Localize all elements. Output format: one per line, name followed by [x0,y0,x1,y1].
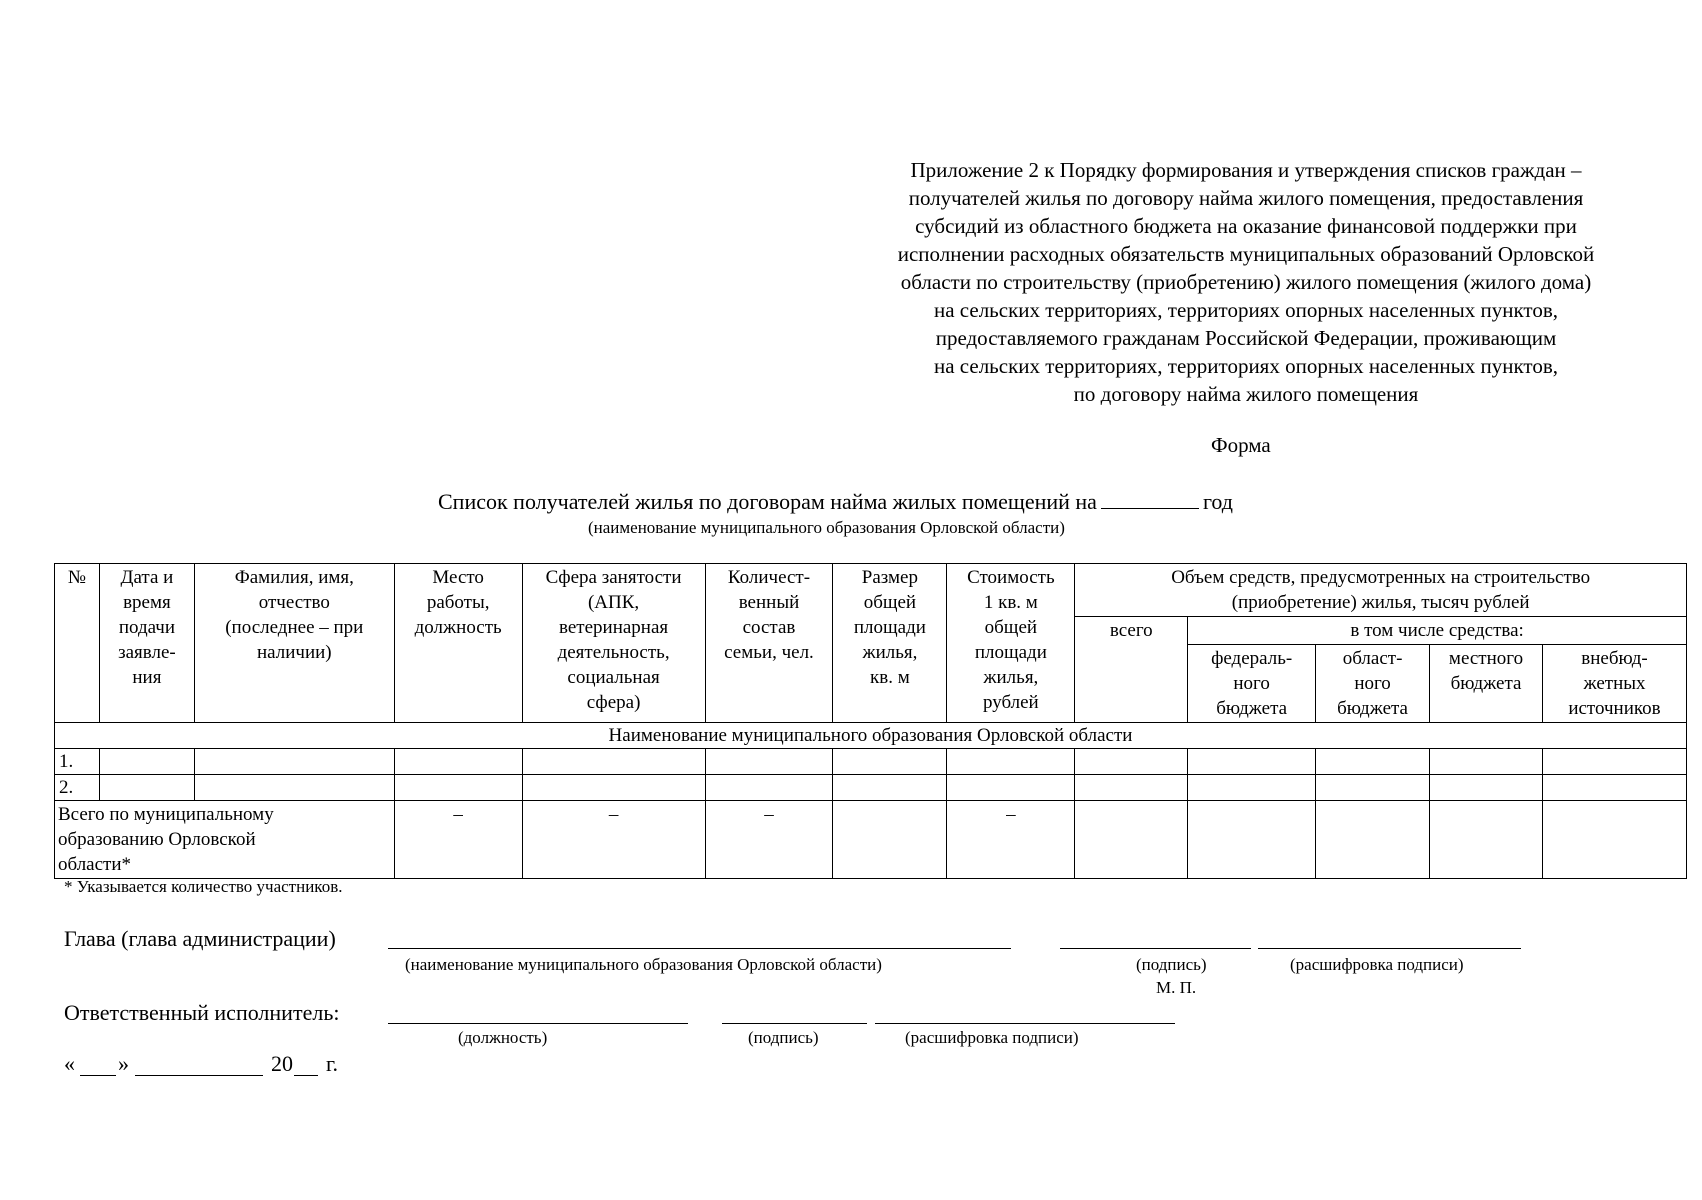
table-cell[interactable] [194,749,394,775]
dash-cell: – [522,801,705,879]
head-sign-line[interactable] [1060,948,1251,949]
executor-caption-sign: (подпись) [748,1028,819,1047]
annex-line: области по строительству (приобретению) жилого помещения (жилого дома) [900,270,1592,294]
date-close-quote: » [118,1051,129,1076]
table-cell[interactable] [394,775,522,801]
executor-position-line[interactable] [388,1023,688,1024]
table-cell[interactable] [99,775,194,801]
table-cell[interactable] [705,749,833,775]
header-federal: федераль- ного бюджета [1188,645,1316,723]
date-month-line[interactable] [135,1075,263,1076]
head-name-line[interactable] [388,948,1011,949]
table-cell[interactable] [1542,801,1686,879]
total-row [55,801,1687,879]
executor-sign-line[interactable] [722,1023,867,1024]
table-cell[interactable] [1316,775,1430,801]
total-label: Всего по муниципальному образованию Орловской области* [55,801,395,879]
annex-line: на сельских территориях, территориях опорных населенных пунктов, [934,354,1558,378]
header-family: Количест- венный состав семьи, чел. [705,564,833,723]
table-cell[interactable] [194,775,394,801]
header-including: в том числе средства: [1188,617,1687,645]
section-row: Наименование муниципального образования Орловской области [55,723,1687,749]
list-title-text: Список получателей жилья по договорам найма жилых помещений на [438,489,1097,514]
header-volume: Объем средств, предусмотренных на строительство (приобретение) жилья, тысяч рублей [1075,564,1687,617]
annex-line: предоставляемого гражданам Российской Федерации, проживающим [935,326,1557,350]
annex-header [836,156,1656,408]
year-blank[interactable] [1101,490,1199,509]
annex-line: субсидий из областного бюджета на оказание финансовой поддержки при [915,214,1577,238]
dash-cell: – [705,801,833,879]
executor-decode-line[interactable] [875,1023,1175,1024]
header-sphere: Сфера занятости (АПК, ветеринарная деятельность, социальная сфера) [522,564,705,723]
table-cell[interactable] [1316,749,1430,775]
table-cell[interactable] [705,775,833,801]
table-cell[interactable] [522,749,705,775]
table-cell[interactable] [99,749,194,775]
table-cell[interactable] [1316,801,1430,879]
table-cell[interactable] [1430,775,1543,801]
date-year-prefix: 20 [271,1051,293,1076]
executor-label: Ответственный исполнитель: [64,1000,340,1025]
stamp: М. П. [1156,978,1197,997]
annex-line: исполнении расходных обязательств муниципальных образований Орловской [897,242,1595,266]
head-decode-line[interactable] [1258,948,1521,949]
header-cost: Стоимость 1 кв. м общей площади жилья, рублей [947,564,1075,723]
annex-line: на сельских территориях, территориях опорных населенных пунктов, [934,298,1558,322]
header-work: Место работы, должность [394,564,522,723]
date-year-suffix: г. [326,1051,339,1076]
table-cell[interactable] [1188,801,1316,879]
executor-caption-decode: (расшифровка подписи) [905,1028,1079,1047]
head-label: Глава (глава администрации) [64,926,336,951]
header-regional: област- ного бюджета [1316,645,1430,723]
header-date: Дата и время подачи заявле- ния [99,564,194,723]
head-caption-decode: (расшифровка подписи) [1290,955,1464,974]
table-cell[interactable] [1188,775,1316,801]
table-row [55,749,1687,775]
annex-line: Приложение 2 к Порядку формирования и утверждения списков граждан – [910,158,1582,182]
dash-cell: – [394,801,522,879]
recipients-table [54,563,1687,879]
header-total: всего [1075,617,1188,723]
date-open-quote: « [64,1051,75,1076]
table-cell[interactable] [522,775,705,801]
table-cell[interactable] [833,801,947,879]
header-offbudget: внебюд- жетных источников [1542,645,1686,723]
table-cell[interactable] [1430,801,1543,879]
row-number: 2. [55,775,100,801]
table-cell[interactable] [833,775,947,801]
table-cell[interactable] [947,749,1075,775]
table-cell[interactable] [1542,775,1686,801]
table-row [55,775,1687,801]
table-cell[interactable] [394,749,522,775]
table-cell[interactable] [833,749,947,775]
table-cell[interactable] [1188,749,1316,775]
annex-line: получателей жилья по договору найма жилого помещения, предоставления [908,186,1584,210]
table-cell[interactable] [1430,749,1543,775]
head-caption-sign: (подпись) [1136,955,1207,974]
header-local: местного бюджета [1430,645,1543,723]
footnote: * Указывается количество участников. [64,877,343,896]
table-cell[interactable] [1075,775,1188,801]
executor-caption-position: (должность) [458,1028,548,1047]
list-title-year: год [1202,489,1233,514]
header-num: № [55,564,100,723]
date-year-line[interactable] [294,1075,318,1076]
row-number: 1. [55,749,100,775]
list-subtitle: (наименование муниципального образования Орловской области) [588,518,1065,537]
table-cell[interactable] [1075,801,1188,879]
header-fio: Фамилия, имя, отчество (последнее – при наличии) [194,564,394,723]
annex-line: по договору найма жилого помещения [1073,382,1419,406]
head-caption-name: (наименование муниципального образования Орловской области) [405,955,882,974]
table-cell[interactable] [1075,749,1188,775]
table-cell[interactable] [947,775,1075,801]
dash-cell: – [947,801,1075,879]
form-label: Форма [1211,433,1271,457]
table-cell[interactable] [1542,749,1686,775]
date-day-line[interactable] [80,1075,116,1076]
list-title [438,489,1233,515]
header-area: Размер общей площади жилья, кв. м [833,564,947,723]
